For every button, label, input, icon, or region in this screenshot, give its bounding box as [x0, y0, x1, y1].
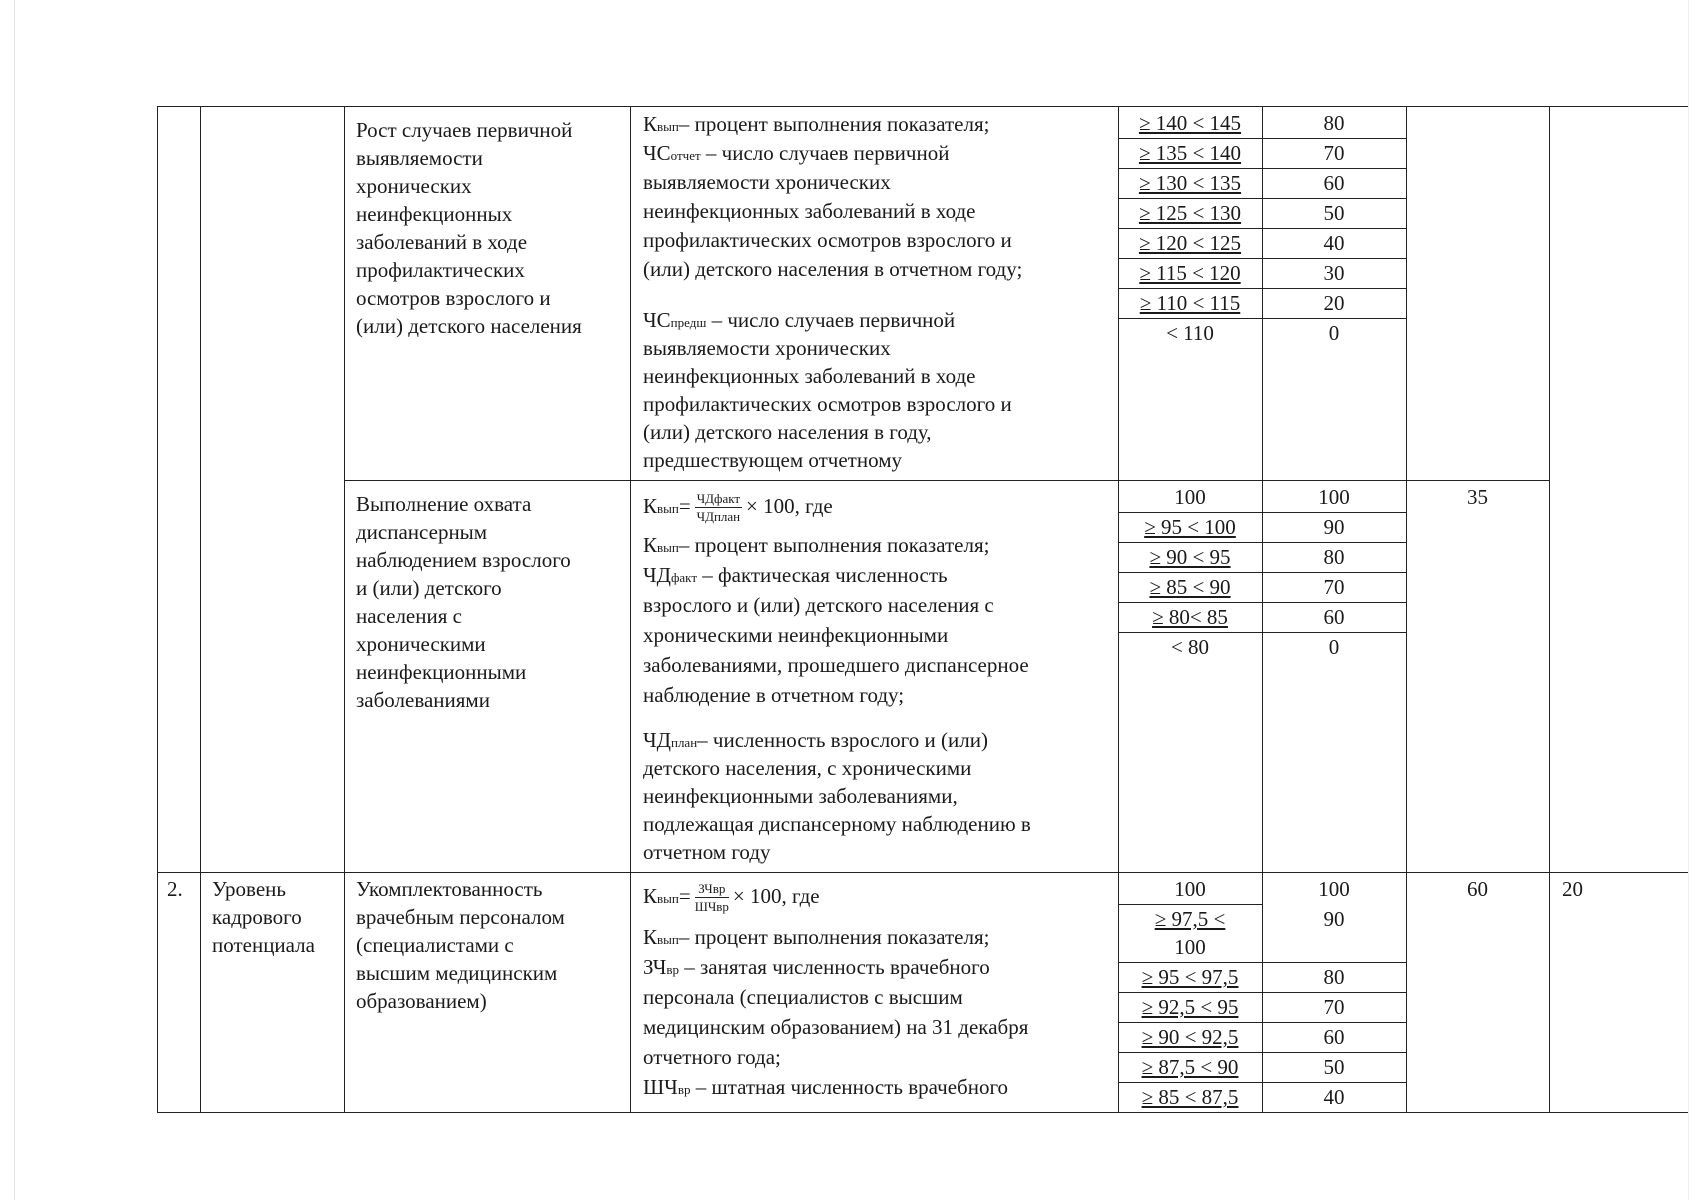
- method-line: (или) детского населения в году,: [643, 420, 932, 444]
- range-cell: ≥ 130 < 135: [1138, 171, 1242, 195]
- formula: Квып= $\frac{\text{ЧДфакт}}{\text{ЧДплан}}$ × 100, где: [643, 491, 833, 525]
- method-line: неинфекционных заболеваний в ходе: [643, 364, 976, 388]
- score-cell: 60: [1323, 605, 1345, 629]
- indicator-line: высшим медицинским: [356, 961, 558, 985]
- method-line: выявляемости хронических: [643, 170, 891, 194]
- range-cell: ≥ 90 < 92,5: [1141, 1025, 1239, 1049]
- weight-cell: 60: [1467, 877, 1488, 901]
- indicator-line: профилактических: [356, 258, 525, 282]
- method-line: неинфекционными заболеваниями,: [643, 784, 958, 808]
- score-cell: 40: [1323, 231, 1345, 255]
- group-line: Уровень: [212, 877, 286, 901]
- score-cell: 50: [1323, 1055, 1345, 1079]
- method-line: хроническими неинфекционными: [643, 623, 949, 647]
- range-cell: ≥ 135 < 140: [1138, 141, 1242, 165]
- indicator-line: заболеваний в ходе: [356, 230, 528, 254]
- method-line: отчетного года;: [643, 1045, 781, 1069]
- method-line: (или) детского населения в отчетном году;: [643, 257, 1023, 281]
- scan-edge: [14, 0, 15, 1200]
- indicator-line: хроническими: [356, 632, 486, 656]
- score-cell: 70: [1323, 995, 1345, 1019]
- cs-otchet-definition: ЧСотчет – число случаев первичной: [643, 141, 950, 165]
- score-cell: 60: [1323, 171, 1345, 195]
- score-cell: 60: [1323, 1025, 1345, 1049]
- indicator-line: образованием): [356, 989, 487, 1013]
- indicator-line: неинфекционными: [356, 660, 527, 684]
- block3-number: 2.: [167, 877, 183, 901]
- range-cell: ≥ 115 < 120: [1139, 261, 1241, 285]
- group-weight-cell: 20: [1562, 877, 1583, 901]
- group-line: кадрового: [212, 905, 302, 929]
- method-line: профилактических осмотров взрослого и: [643, 228, 1012, 252]
- score-cell: 100: [1318, 877, 1350, 901]
- zch-definition: ЗЧвр – занятая численность врачебного: [643, 955, 990, 979]
- range-cell: 100: [1174, 935, 1206, 959]
- scan-edge-right: [1688, 0, 1689, 1200]
- range-cell: ≥ 97,5 <: [1154, 907, 1226, 931]
- method-line: отчетном году: [643, 840, 771, 864]
- method-line: персонала (специалистов с высшим: [643, 985, 963, 1009]
- range-cell: ≥ 80< 85: [1152, 605, 1228, 629]
- method-line: детского населения, с хроническими: [643, 756, 972, 780]
- range-cell: < 110: [1166, 321, 1214, 345]
- method-line: медицинским образованием) на 31 декабря: [643, 1015, 1029, 1039]
- cs-predsh-definition: ЧСпредш – число случаев первичной: [643, 308, 956, 332]
- indicator-line: Укомплектованность: [356, 877, 543, 901]
- method-line: предшествующем отчетному: [643, 448, 902, 472]
- score-cell: 100: [1318, 485, 1350, 509]
- indicator-line: диспансерным: [356, 520, 488, 544]
- range-cell: ≥ 87,5 < 90: [1141, 1055, 1239, 1079]
- indicator-line: Выполнение охвата: [356, 492, 532, 516]
- range-cell: 100: [1174, 485, 1206, 509]
- score-cell: 50: [1323, 201, 1345, 225]
- formula: Квып= $\frac{\text{ЗЧвр}}{\text{ШЧвр}}$ × 100, где: [643, 881, 820, 915]
- score-cell: 90: [1323, 907, 1345, 931]
- indicator-line: врачебным персоналом: [356, 905, 565, 929]
- method-line: неинфекционных заболеваний в ходе: [643, 199, 976, 223]
- score-cell: 70: [1323, 141, 1345, 165]
- range-cell: < 80: [1170, 635, 1210, 659]
- score-cell: 70: [1323, 575, 1345, 599]
- weight-cell: 35: [1467, 485, 1488, 509]
- chd-plan-definition: ЧДплан– численность взрослого и (или): [643, 728, 988, 752]
- range-cell: ≥ 140 < 145: [1138, 111, 1242, 135]
- score-cell: 0: [1328, 321, 1340, 345]
- range-cell: ≥ 120 < 125: [1138, 231, 1242, 255]
- range-cell: ≥ 110 < 115: [1139, 291, 1241, 315]
- kvyp-definition: Квып– процент выполнения показателя;: [643, 533, 990, 557]
- shch-definition: ШЧвр – штатная численность врачебного: [643, 1075, 1009, 1099]
- indicator-line: Рост случаев первичной: [356, 118, 573, 142]
- indicator-line: выявляемости: [356, 146, 483, 170]
- range-cell: ≥ 85 < 90: [1149, 575, 1231, 599]
- score-cell: 80: [1323, 545, 1345, 569]
- score-cell: 90: [1323, 515, 1345, 539]
- range-cell: ≥ 90 < 95: [1149, 545, 1231, 569]
- indicator-line: наблюдением взрослого: [356, 548, 571, 572]
- indicator-line: и (или) детского: [356, 576, 502, 600]
- range-cell: ≥ 95 < 97,5: [1141, 965, 1239, 989]
- indicator-line: хронических: [356, 174, 472, 198]
- indicator-line: (или) детского населения: [356, 314, 582, 338]
- kvyp-definition: Квып– процент выполнения показателя;: [643, 925, 990, 949]
- score-cell: 40: [1323, 1085, 1345, 1109]
- indicator-line: осмотров взрослого и: [356, 286, 551, 310]
- method-line: подлежащая диспансерному наблюдению в: [643, 812, 1031, 836]
- score-cell: 0: [1328, 635, 1340, 659]
- indicator-line: населения с: [356, 604, 462, 628]
- indicator-line: неинфекционных: [356, 202, 513, 226]
- range-cell: 100: [1174, 877, 1206, 901]
- score-cell: 80: [1323, 965, 1345, 989]
- kvyp-definition: Квып– процент выполнения показателя;: [643, 112, 990, 136]
- method-line: заболеваниями, прошедшего диспансерное: [643, 653, 1029, 677]
- range-cell: ≥ 85 < 87,5: [1141, 1085, 1239, 1109]
- range-cell: ≥ 95 < 100: [1144, 515, 1236, 539]
- chd-fakt-definition: ЧДфакт – фактическая численность: [643, 563, 948, 587]
- indicator-line: заболеваниями: [356, 688, 490, 712]
- score-cell: 20: [1323, 291, 1345, 315]
- method-line: взрослого и (или) детского населения с: [643, 593, 994, 617]
- method-line: наблюдение в отчетном году;: [643, 683, 905, 707]
- group-line: потенциала: [212, 933, 315, 957]
- range-cell: ≥ 125 < 130: [1138, 201, 1242, 225]
- range-cell: ≥ 92,5 < 95: [1141, 995, 1239, 1019]
- indicator-line: (специалистами с: [356, 933, 514, 957]
- score-cell: 80: [1323, 111, 1345, 135]
- method-line: профилактических осмотров взрослого и: [643, 392, 1012, 416]
- score-cell: 30: [1323, 261, 1345, 285]
- method-line: выявляемости хронических: [643, 336, 891, 360]
